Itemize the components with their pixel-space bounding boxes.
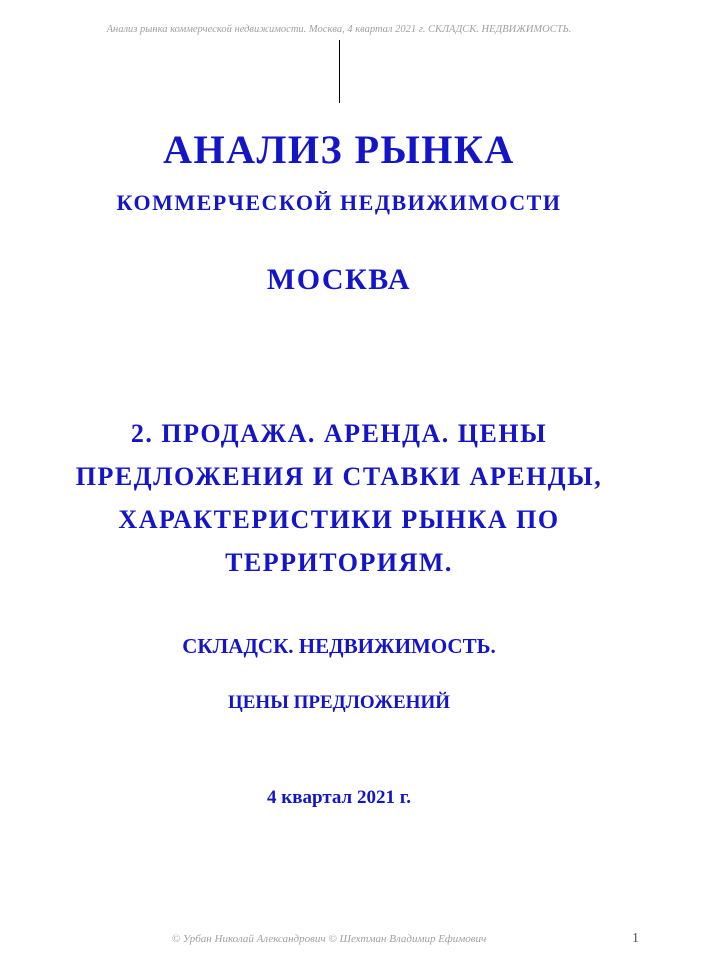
section-heading-line: ХАРАКТЕРИСТИКИ РЫНКА ПО	[118, 505, 560, 534]
market-segment: СКЛАДСК. НЕДВИЖИМОСТЬ.	[182, 634, 496, 658]
section-heading-line: 2. ПРОДАЖА. АРЕНДА. ЦЕНЫ	[130, 419, 548, 448]
section-heading-line: ПРЕДЛОЖЕНИЯ И СТАВКИ АРЕНДЫ,	[75, 462, 603, 491]
cover-city: МОСКВА	[266, 263, 412, 296]
cover-title: АНАЛИЗ РЫНКА	[163, 127, 515, 172]
page-number: 1	[632, 931, 639, 946]
report-period: 4 квартал 2021 г.	[267, 787, 411, 808]
cover-subtitle: КОММЕРЧЕСКОЙ НЕДВИЖИМОСТИ	[116, 190, 562, 215]
running-header: Анализ рынка коммерческой недвижимости. Москва, 4 квартал 2021 г. СКЛАДСК. НЕДВИЖИМОСТЬ.	[106, 24, 572, 35]
report-subtitle: ЦЕНЫ ПРЕДЛОЖЕНИЙ	[227, 692, 451, 713]
text-cursor	[339, 40, 340, 103]
section-heading-line: ТЕРРИТОРИЯМ.	[225, 548, 453, 577]
copyright-footer: © Урбан Николай Александрович © Шехтман Владимир Ефимович	[171, 933, 487, 945]
section-heading	[0, 412, 678, 584]
